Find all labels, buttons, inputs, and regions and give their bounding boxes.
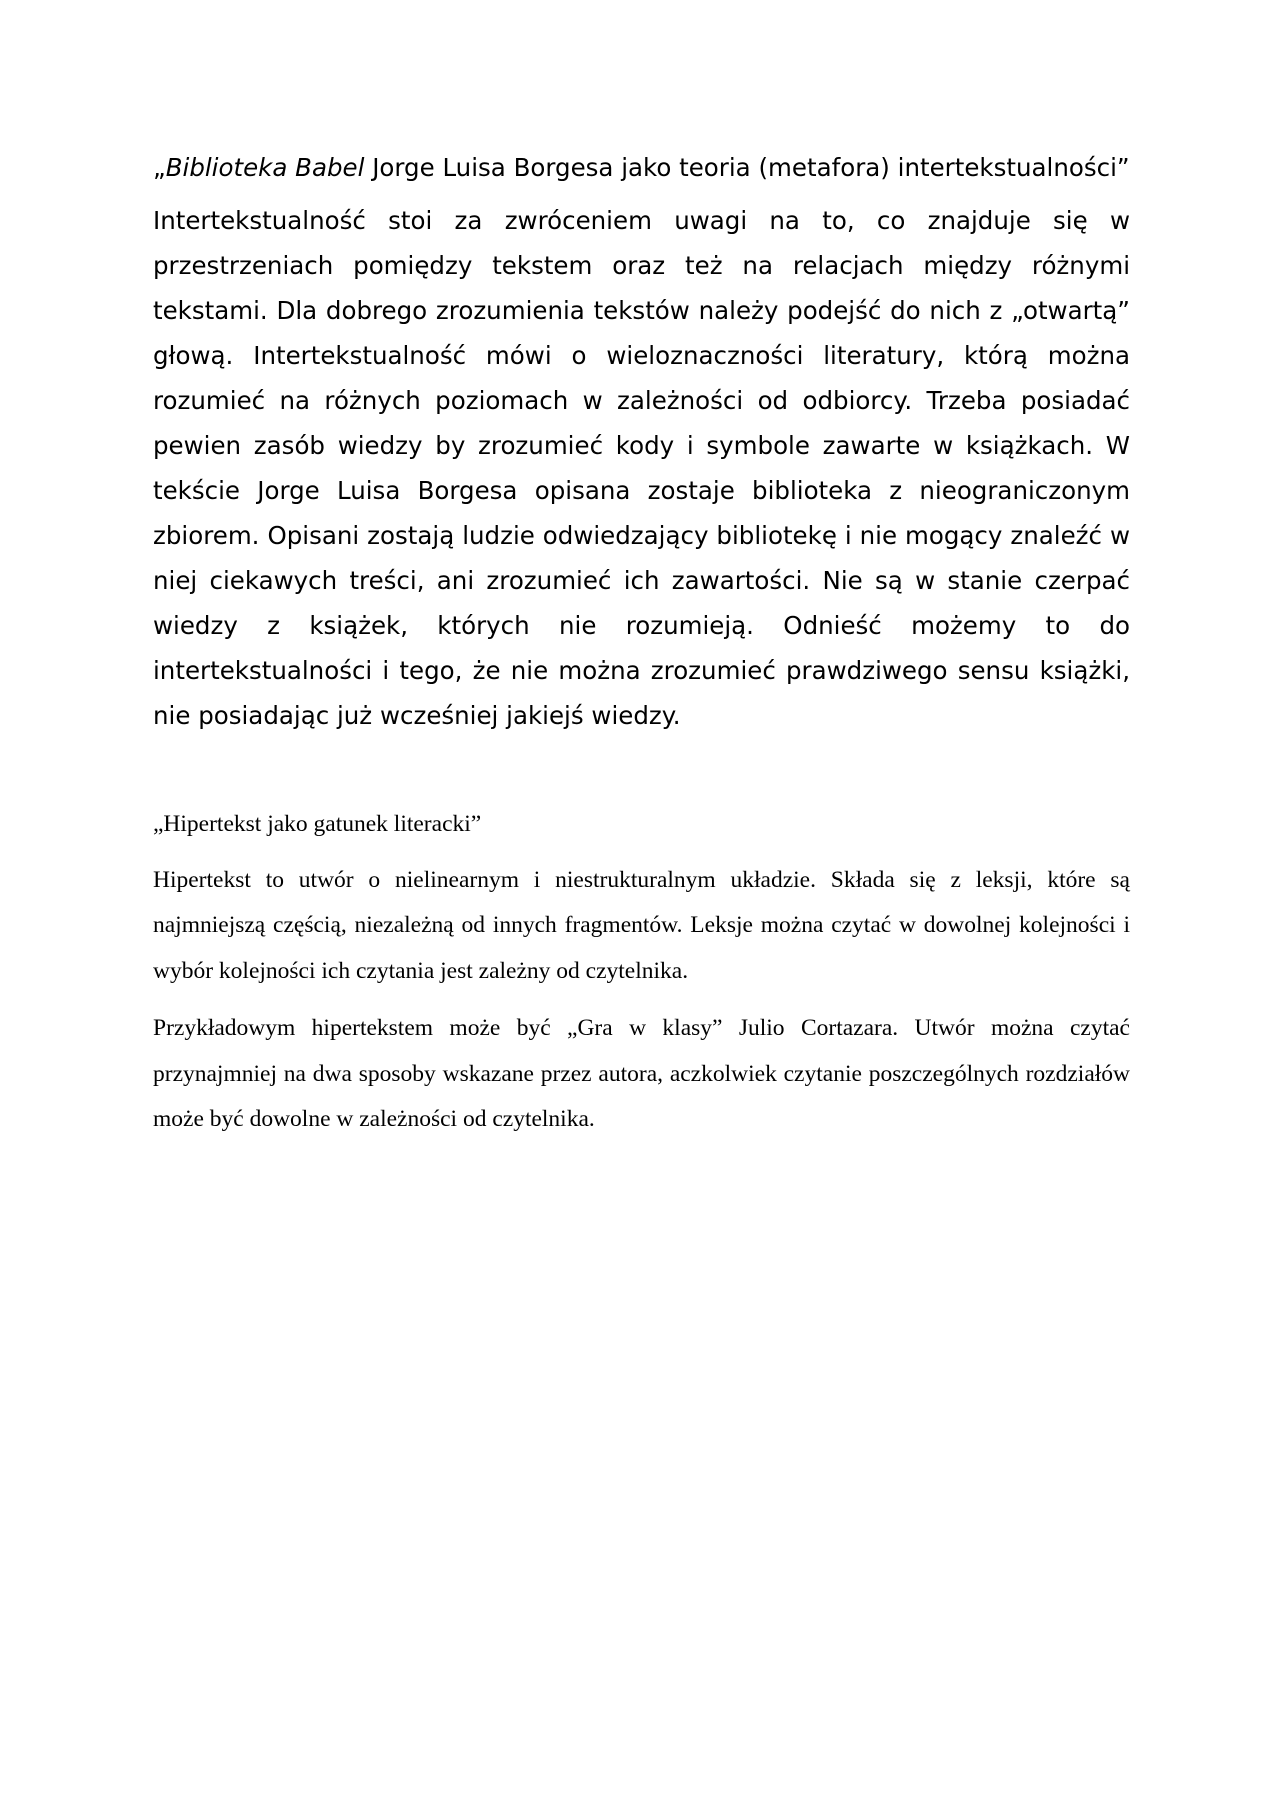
section1-title-italic: Biblioteka Babel: [165, 153, 365, 182]
page-content: [153, 145, 1130, 1155]
section2-title: „Hipertekst jako gatunek literacki”: [153, 811, 482, 837]
section1-title-open-quote: „: [153, 153, 166, 182]
section1-title: [153, 145, 1130, 190]
section2-paragraph-1: Hipertekst to utwór o nielinearnym i niestrukturalnym układzie. Składa się z leksji, które są najmniejszą częścią, niezależną od innych fragmentów. Leksje można czytać w dowolnej kolejności i wybór kolejności ich czytania jest zależny od czytelnika.: [153, 866, 1130, 984]
section1-paragraph: Intertekstualność stoi za zwróceniem uwagi na to, co znajduje się w przestrzeniach pomiędzy tekstem oraz też na relacjach między różnymi tekstami. Dla dobrego zrozumienia tekstów należy podejść do nich z „otwartą” głową. Intertekstualność mówi o wieloznaczności literatury, którą można rozumieć na różnych poziomach w zależności od odbiorcy. Trzeba posiadać pewien zasób wiedzy by zrozumieć kody i symbole zawarte w książkach. W tekście Jorge Luisa Borgesa opisana zostaje biblioteka z nieograniczonym zbiorem. Opisani zostają ludzie odwiedzający bibliotekę i nie mogący znaleźć w niej ciekawych treści, ani zrozumieć ich zawartości. Nie są w stanie czerpać wiedzy z książek, których nie rozumieją. Odnieść możemy to do intertekstualności i tego, że nie można zrozumieć prawdziwego sensu książki, nie posiadając już wcześniej jakiejś wiedzy.: [153, 206, 1130, 730]
section1-title-rest: Jorge Luisa Borgesa jako teoria (metafora) intertekstualności”: [364, 153, 1130, 182]
section2-paragraph-2: Przykładowym hipertekstem może być „Gra w klasy” Julio Cortazara. Utwór można czytać przynajmniej na dwa sposoby wskazane przez autora, aczkolwiek czytanie poszczególnych rozdziałów może być dowolne w zależności od czytelnika.: [153, 1015, 1130, 1132]
